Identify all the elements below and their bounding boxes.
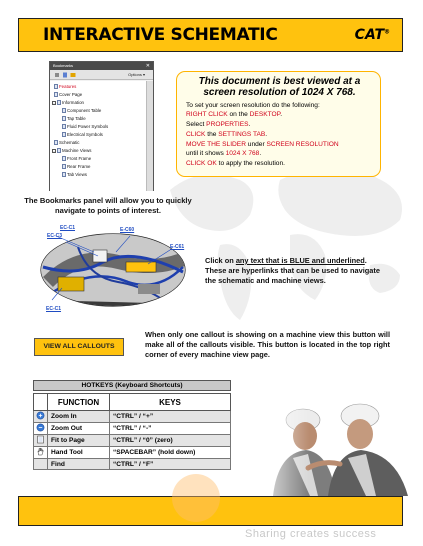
table-row (34, 447, 231, 459)
page-icon (62, 164, 66, 169)
note-text: Select (186, 121, 207, 128)
bookmark-item[interactable] (54, 139, 80, 146)
note-text: on the (227, 111, 250, 118)
note-step (186, 140, 339, 149)
bookmark-item[interactable] (62, 115, 86, 122)
table-header (34, 394, 231, 411)
function-cell: Zoom Out (48, 423, 110, 435)
bookmarks-title: Bookmarks (53, 63, 74, 68)
note-text: . (265, 131, 268, 138)
cat-logo-text: CAT (354, 27, 384, 43)
note-text: . (248, 121, 251, 128)
function-cell: Fit to Page (48, 435, 110, 447)
bookmark-item[interactable] (62, 171, 87, 178)
icon-cell (34, 459, 48, 470)
function-cell: Find (48, 459, 110, 470)
bookmark-label: Front Frame (67, 156, 92, 161)
bookmark-item[interactable] (52, 99, 84, 106)
bookmark-label: Rear Frame (67, 164, 91, 169)
note-highlight: CLICK OK (186, 160, 217, 167)
note-intro: To set your screen resolution do the following: (186, 102, 320, 109)
bookmarks-titlebar (50, 62, 153, 70)
note-highlight: DESKTOP (249, 111, 281, 118)
note-highlight: MOVE THE SLIDER (186, 141, 246, 148)
world-map-watermark (150, 150, 423, 330)
callout-link[interactable]: E-C61 (170, 244, 185, 250)
icon-cell (34, 435, 48, 447)
page-icon (62, 116, 66, 121)
function-cell: Zoom In (48, 411, 110, 423)
expand-bookmark-icon[interactable] (70, 72, 76, 78)
page-icon (54, 92, 58, 97)
bookmarks-list (50, 81, 146, 191)
icon-cell (34, 411, 48, 423)
hand-tool-icon (36, 447, 45, 456)
bookmark-label: Features (59, 84, 77, 89)
note-step (186, 149, 261, 158)
bookmark-item[interactable] (54, 83, 76, 90)
callout-link[interactable]: EC-C1 (46, 306, 62, 312)
note-step (186, 159, 285, 168)
page-icon (57, 100, 61, 105)
bookmark-item[interactable] (54, 91, 82, 98)
collapse-icon[interactable]: - (53, 148, 55, 153)
watermark-text: Sharing creates success (245, 528, 377, 540)
bookmark-label: Fluid Power Symbols (67, 124, 109, 129)
note-highlight: SCREEN RESOLUTION (266, 141, 339, 148)
zoom-out-icon (36, 423, 45, 432)
keys-cell: “CTRL” / “0” (zero) (110, 435, 231, 447)
bookmark-label: Component Table (67, 108, 102, 113)
bookmarks-toolbar (50, 70, 153, 80)
note-highlight: PROPERTIES (206, 121, 249, 128)
note-text: . (280, 111, 283, 118)
callouts-description: When only one callout is showing on a machine view this button will make all of the callouts visible. This button is located in the top right corner of every machine view page. (145, 330, 390, 359)
delete-bookmark-icon[interactable] (54, 72, 60, 78)
collapse-icon[interactable]: - (53, 100, 55, 105)
note-highlight: 1024 X 768 (225, 150, 260, 157)
note-step (186, 120, 250, 129)
function-cell: Hand Tool (48, 447, 110, 459)
table-row (34, 435, 231, 447)
callout-link[interactable]: E-C60 (120, 227, 135, 233)
bookmark-label: Machine Views (62, 148, 92, 153)
page-icon (57, 148, 61, 153)
workers-photo (248, 398, 423, 496)
table-row (34, 423, 231, 435)
hyperlink-emphasis: any text that is BLUE and underlined (235, 256, 365, 265)
note-text: to apply the resolution. (216, 160, 285, 167)
bookmarks-panel (49, 61, 154, 191)
bookmark-item[interactable] (62, 163, 90, 170)
bookmarks-caption: The Bookmarks panel will allow you to quickly navigate to points of interest. (24, 196, 192, 215)
header-cell-keys: KEYS (110, 394, 231, 411)
options-menu[interactable]: Options ▾ (128, 72, 145, 77)
note-text: the (205, 131, 219, 138)
keys-cell: “CTRL” / “F” (110, 459, 231, 470)
bookmark-item[interactable] (52, 147, 91, 154)
note-highlight: RIGHT CLICK (186, 111, 228, 118)
bookmark-label: Schematic (59, 140, 80, 145)
note-title: This document is best viewed at a screen resolution of 1024 X 768. (198, 76, 361, 98)
view-all-callouts-button[interactable]: VIEW ALL CALLOUTS (34, 338, 124, 356)
callout-link[interactable]: EC-C1 (60, 225, 76, 231)
hotkeys-title: HOTKEYS (Keyboard Shortcuts) (33, 380, 231, 391)
page-icon (54, 140, 58, 145)
keys-cell: “SPACEBAR” (hold down) (110, 447, 231, 459)
hyperlink-description (205, 256, 390, 286)
resolution-note (176, 71, 381, 177)
page-icon (62, 108, 66, 113)
icon-cell (34, 447, 48, 459)
note-text: . (259, 150, 262, 157)
hyperlink-text: . These are hyperlinks that can be used to navigate the schematic and machine views. (205, 256, 380, 285)
callout-link[interactable]: EC-C3 (47, 233, 63, 239)
page-icon (62, 172, 66, 177)
bookmark-item[interactable] (62, 155, 91, 162)
bookmark-label: Cover Page (59, 92, 83, 97)
note-step (186, 130, 267, 139)
bookmarks-scrollbar[interactable] (146, 81, 153, 191)
bookmark-item[interactable] (62, 107, 101, 114)
bookmark-item[interactable] (62, 131, 103, 138)
bookmark-label: Information (62, 100, 84, 105)
page-icon (62, 132, 66, 137)
close-icon[interactable]: ✕ (145, 63, 150, 69)
table-row (34, 411, 231, 423)
note-step (186, 110, 282, 119)
note-highlight: SETTINGS TAB (218, 131, 266, 138)
schematic-preview (38, 222, 188, 312)
note-text: until it shows (186, 150, 226, 157)
new-bookmark-icon[interactable] (62, 72, 68, 78)
table-row (34, 459, 231, 470)
header-cell-blank (34, 394, 48, 411)
bookmark-label: Tab Views (67, 172, 87, 177)
fit-page-icon (36, 435, 45, 444)
header-bar (18, 18, 403, 52)
header-cell-function: FUNCTION (48, 394, 110, 411)
bookmark-label: Tap Table (67, 116, 86, 121)
hotkeys-table (33, 393, 231, 470)
hyperlink-text: Click on (205, 256, 236, 265)
watermark-logo (172, 474, 220, 522)
page-icon (62, 124, 66, 129)
zoom-in-icon (36, 411, 45, 420)
note-text: under (245, 141, 267, 148)
page-title: INTERACTIVE SCHEMATIC (43, 25, 278, 45)
hotkeys-section (33, 380, 231, 470)
keys-cell: “CTRL” / “-” (110, 423, 231, 435)
cat-logo: CAT® (354, 27, 390, 43)
bookmark-item[interactable] (62, 123, 108, 130)
bookmark-label: Electrical Symbols (67, 132, 103, 137)
page-icon (62, 156, 66, 161)
icon-cell (34, 423, 48, 435)
options-label: Options (128, 72, 142, 77)
keys-cell: “CTRL” / “+” (110, 411, 231, 423)
note-highlight: CLICK (186, 131, 206, 138)
page-icon (54, 84, 58, 89)
